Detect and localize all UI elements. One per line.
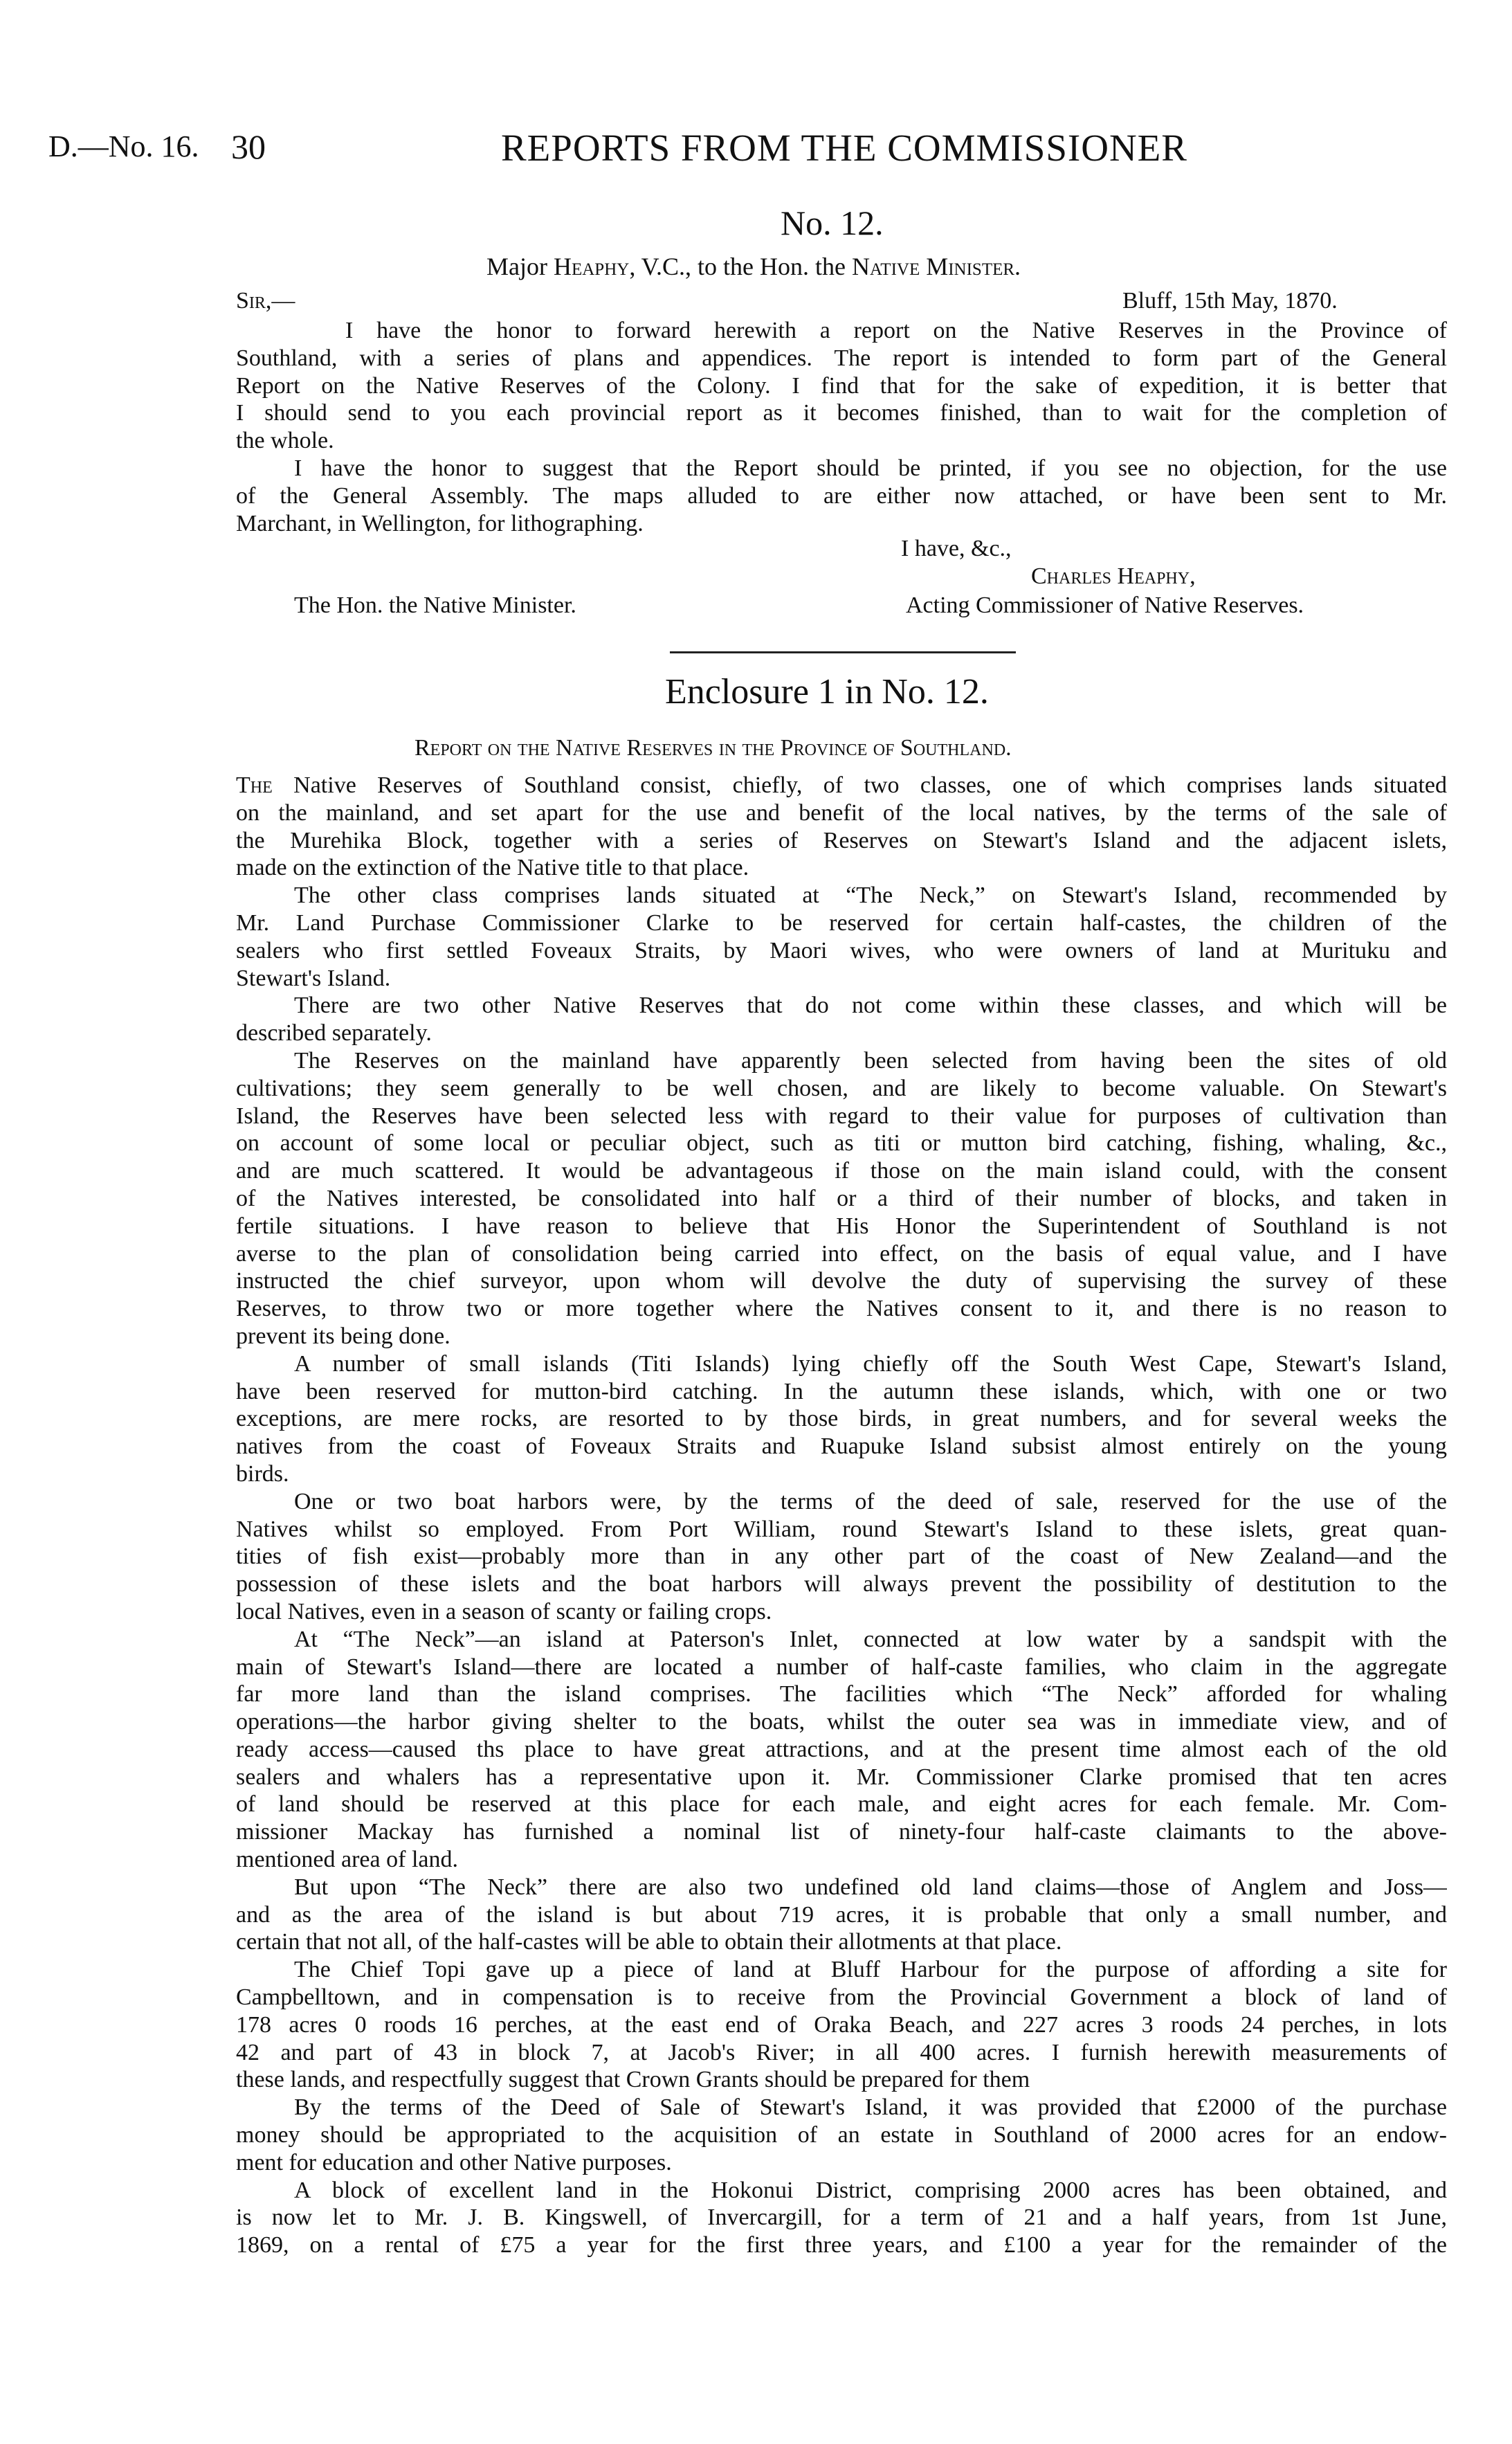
text-line: By the terms of the Deed of Sale of Stewart's Island, it was provided that £2000 of the purchase xyxy=(294,2094,1447,2121)
page-number: 30 xyxy=(231,127,266,166)
text-line: Island, the Reserves have been selected less with regard to their value for purposes of cultivation than xyxy=(236,1103,1447,1129)
text-line: A number of small islands (Titi Islands) lying chiefly off the South West Cape, Stewart's Island, xyxy=(294,1350,1447,1377)
text-line: The Reserves on the mainland have apparently been selected from having been the sites of old xyxy=(294,1047,1447,1074)
letter-date: Bluff, 15th May, 1870. xyxy=(1122,288,1338,314)
enclosure-title: Enclosure 1 in No. 12. xyxy=(665,672,989,712)
text-line: and as the area of the island is but about 719 acres, it is probable that only a small number, and xyxy=(236,1901,1447,1928)
paragraph xyxy=(236,1956,1447,2094)
text-line: birds. xyxy=(236,1460,289,1487)
text-line: fertile situations. I have reason to believe that His Honor the Superintendent of Southland is not xyxy=(236,1213,1447,1239)
text-line: The Chief Topi gave up a piece of land at Bluff Harbour for the purpose of affording a site for xyxy=(294,1957,1447,1983)
addressee: The Hon. the Native Minister. xyxy=(294,592,576,618)
text-line: tities of fish exist—probably more than in any other part of the coast of New Zealand—and the xyxy=(236,1544,1447,1570)
text-line: At “The Neck”—an island at Paterson's Inlet, connected at low water by a sandspit with the xyxy=(294,1626,1447,1652)
text-line: sealers who first settled Foveaux Straits, by Maori wives, who were owners of land at Murituku and xyxy=(236,937,1447,963)
text-line: But upon “The Neck” there are also two undefined old land claims—those of Anglem and Joss— xyxy=(294,1874,1447,1900)
text-line: natives from the coast of Foveaux Straits and Ruapuke Island subsist almost entirely on the young xyxy=(236,1433,1447,1460)
text-line: sealers and whalers has a representative upon it. Mr. Commissioner Clarke promised that ten acres xyxy=(236,1764,1447,1790)
heading-mid: , V.C., to the Hon. the xyxy=(629,253,853,280)
signatory-name: Charles Heaphy, xyxy=(1031,563,1196,589)
text-line: Campbelltown, and in compensation is to receive from the Provincial Government a block of land of xyxy=(236,1984,1447,2011)
text-line: prevent its being done. xyxy=(236,1323,450,1349)
heading-name: Heaphy xyxy=(553,253,630,280)
text-line: on account of some local or peculiar object, such as titi or mutton bird catching, fishing, whaling, &c., xyxy=(236,1130,1447,1157)
paragraph xyxy=(236,2094,1447,2176)
text-line: main of Stewart's Island—there are located a number of half-caste families, who claim in the aggregate xyxy=(236,1654,1447,1680)
text-line: possession of these islets and the boat harbors will always prevent the possibility of destitution to the xyxy=(236,1571,1447,1597)
paragraph xyxy=(236,1874,1447,1956)
text-line: and are much scattered. It would be advantageous if those on the main island could, with the consent xyxy=(236,1158,1447,1184)
salutation: Sir,— xyxy=(236,288,295,314)
text-line: have been reserved for mutton-bird catching. In the autumn these islands, which, with one or two xyxy=(236,1378,1447,1404)
text-line: instructed the chief surveyor, upon whom will devolve the duty of supervising the survey of these xyxy=(236,1268,1447,1294)
section-divider xyxy=(670,651,1016,653)
document-reference: D.—No. 16. xyxy=(48,129,199,163)
signatory-title: Acting Commissioner of Native Reserves. xyxy=(906,592,1304,618)
text-line: Marchant, in Wellington, for lithographing. xyxy=(236,510,644,536)
heading-pre: Major xyxy=(486,253,554,280)
text-line: of the Natives interested, be consolidated into half or a third of their number of blocks, and taken in xyxy=(236,1185,1447,1211)
text-line: The other class comprises lands situated at “The Neck,” on Stewart's Island, recommended by xyxy=(294,882,1447,909)
paragraph xyxy=(236,2177,1447,2259)
text-line: A block of excellent land in the Hokonui District, comprising 2000 acres has been obtained, and xyxy=(294,2177,1447,2203)
text-line: the Murehika Block, together with a series of Reserves on Stewart's Island and the adjacent islets, xyxy=(236,827,1447,853)
letter-body xyxy=(236,317,1447,537)
letter-number: No. 12. xyxy=(781,203,884,242)
text-line: Stewart's Island. xyxy=(236,965,391,991)
text-line: local Natives, even in a season of scanty or failing crops. xyxy=(236,1598,772,1624)
text-line: the whole. xyxy=(236,428,334,454)
report-body xyxy=(236,772,1447,2259)
text-line: One or two boat harbors were, by the terms of the deed of sale, reserved for the use of the xyxy=(294,1488,1447,1514)
text-line: ready access—caused ths place to have great attractions, and at the present time almost each of the old xyxy=(236,1736,1447,1762)
text-line: 42 and part of 43 in block 7, at Jacob's River; in all 400 acres. I furnish herewith measurements of xyxy=(236,2039,1447,2065)
text-line: I have the honor to suggest that the Report should be printed, if you see no objection, for the use xyxy=(294,455,1447,481)
text-line: these lands, and respectfully suggest that Crown Grants should be prepared for them xyxy=(236,2067,1030,2093)
text-line: Natives whilst so employed. From Port William, round Stewart's Island to these islets, great quan- xyxy=(236,1516,1447,1542)
text-line: is now let to Mr. J. B. Kingswell, of Invercargill, for a term of 21 and a half years, from 1st June, xyxy=(236,2205,1447,2231)
text-line: Mr. Land Purchase Commissioner Clarke to be reserved for certain half-castes, the children of the xyxy=(236,909,1447,936)
paragraph xyxy=(236,772,1447,882)
text-line: made on the extinction of the Native title to that place. xyxy=(236,855,749,881)
text-line: certain that not all, of the half-castes will be able to obtain their allotments at that place. xyxy=(236,1929,1062,1955)
paragraph xyxy=(236,1047,1447,1350)
text-line: 178 acres 0 roods 16 perches, at the east end of Oraka Beach, and 227 acres 3 roods 24 perches, in lots xyxy=(236,2011,1447,2038)
text-line: ment for education and other Native purposes. xyxy=(236,2149,672,2175)
text-line: money should be appropriated to the acquisition of an estate in Southland of 2000 acres for an endow- xyxy=(236,2122,1447,2148)
letter-heading xyxy=(486,252,1021,281)
paragraph xyxy=(236,1626,1447,1874)
text-line: mentioned area of land. xyxy=(236,1847,458,1873)
text-line: 1869, on a rental of £75 a year for the first three years, and £100 a year for the remainder of the xyxy=(236,2232,1447,2259)
text-line: missioner Mackay has furnished a nominal list of ninety-four half-caste claimants to the above- xyxy=(236,1819,1447,1845)
text-line: of the General Assembly. The maps alluded to are either now attached, or have been sent to Mr. xyxy=(236,482,1447,509)
paragraph xyxy=(236,455,1447,537)
text-line: Southland, with a series of plans and appendices. The report is intended to form part of the General xyxy=(236,345,1447,371)
paragraph xyxy=(236,317,1447,455)
paragraph xyxy=(236,1350,1447,1488)
paragraph xyxy=(236,1488,1447,1626)
text-line: cultivations; they seem generally to be well chosen, and are likely to become valuable. On Stewart's xyxy=(236,1075,1447,1101)
text-line: exceptions, are mere rocks, are resorted to by those birds, in great numbers, and for several weeks the xyxy=(236,1406,1447,1432)
report-heading: Report on the Native Reserves in the Province of Southland. xyxy=(415,735,1012,761)
text-line: The Native Reserves of Southland consist, chiefly, of two classes, one of which comprises lands situated xyxy=(236,772,1447,798)
heading-recipient: Native Minister. xyxy=(852,253,1021,280)
text-line: I have the honor to forward herewith a report on the Native Reserves in the Province of xyxy=(345,318,1447,343)
text-line: averse to the plan of consolidation being carried into effect, on the basis of equal value, and I have xyxy=(236,1240,1447,1267)
text-line: I should send to you each provincial report as it becomes finished, than to wait for the completion of xyxy=(236,400,1447,426)
text-line: Reserves, to throw two or more together where the Natives consent to it, and there is no reason to xyxy=(236,1296,1447,1322)
text-line: far more land than the island comprises. The facilities which “The Neck” afforded for whaling xyxy=(236,1681,1447,1708)
lead-word: The xyxy=(236,772,273,798)
paragraph xyxy=(236,992,1447,1047)
text-line: There are two other Native Reserves that do not come within these classes, and which will be xyxy=(294,993,1447,1019)
text-line: Report on the Native Reserves of the Colony. I find that for the sake of expedition, it is better that xyxy=(236,372,1447,399)
paragraph xyxy=(236,882,1447,992)
text-line: of land should be reserved at this place for each male, and eight acres for each female. Mr. Com- xyxy=(236,1791,1447,1818)
text-line: described separately. xyxy=(236,1020,432,1047)
running-title: REPORTS FROM THE COMMISSIONER xyxy=(501,127,1187,169)
text-line: operations—the harbor giving shelter to the boats, whilst the outer sea was in immediate view, and of xyxy=(236,1709,1447,1735)
text-line: on the mainland, and set apart for the use and benefit of the local natives, by the terms of the sale of xyxy=(236,799,1447,826)
letter-closing: I have, &c., xyxy=(901,536,1012,561)
